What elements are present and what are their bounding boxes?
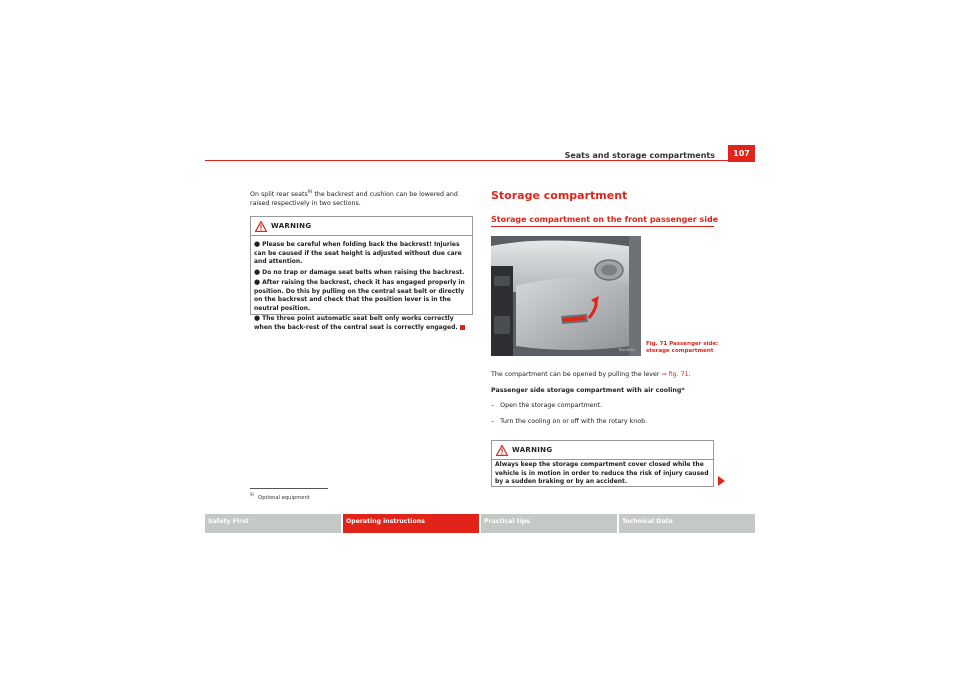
footnote-mark: 9) [250,492,255,497]
footer-tab-technical-data[interactable]: Technical Data [619,514,755,533]
warning-triangle-icon [496,445,508,456]
continue-arrow-icon [718,476,725,486]
seat-warning-box [250,216,473,331]
section-title: Storage compartment [491,189,628,202]
footer-tab-practical-tips[interactable]: Practical tips [481,514,617,533]
warning-header [492,441,713,460]
warning-item: ● The three point automatic seat belt only works correctly when the back-rest of the central seat is correctly engaged. [254,314,469,332]
footnote [250,492,310,501]
section-end-icon [460,325,465,330]
subsection-rule [491,226,714,227]
footer-tab-operating-instructions[interactable]: Operating instructions [343,514,479,533]
glovebox-illustration [491,236,641,356]
figure-code: B6J-0030 [619,348,635,352]
cooling-heading: Passenger side storage compartment with air cooling* [491,387,685,394]
intro-text-start: On split rear seats [250,191,308,199]
warning-title: WARNING [271,222,312,230]
warning-triangle-icon [255,221,267,232]
opening-paragraph: The compartment can be opened by pulling the lever ⇒ fig. 71. [491,371,691,378]
warning-item: ● After raising the backrest, check it has engaged properly in position. Do this by pulling on the central seat belt or directly on the backrest and check that the position lever is in the neutral position. [254,278,465,312]
step-dash: – [491,418,495,425]
step-item: – Turn the cooling on or off with the rotary knob. [491,418,648,425]
footer-tab-safety-first[interactable]: Safety First [205,514,341,533]
header-rule [205,160,755,161]
footnote-ref: 9) [307,190,313,195]
step-dash: – [491,402,495,409]
intro-paragraph [250,188,472,208]
intro-text-end: the backrest and cushion can be lowered and raised respectively in two sections. [250,191,458,208]
bullet-icon: ● [254,267,261,276]
subsection-title: Storage compartment on the front passenger side [491,215,719,224]
bullet-icon: ● [254,314,261,322]
step-item: – Open the storage compartment. [491,402,603,409]
figure-link[interactable]: ⇒ fig. 71 [661,371,689,378]
bullet-icon: ● [254,240,261,248]
warning-item: ● Do no trap or damage seat belts when raising the backrest. [254,267,465,276]
page-number: 107 [728,145,755,162]
footnote-text: Optional equipment [258,494,310,501]
warning-item: ● Please be careful when folding back the backrest! Injuries can be caused if the seat height is adjusted without due care and attention. [254,240,462,265]
storage-warning-box [491,440,714,487]
warning-body: Always keep the storage compartment cover closed while the vehicle is in motion in order to reduce the risk of injury caused by a sudden braking or by an accident. [495,461,709,485]
warning-header [251,217,472,236]
running-header-title: Seats and storage compartments [564,151,715,160]
figure-glovebox-photo [491,236,641,356]
figure-caption: Fig. 71 Passenger side: storage compartment [646,341,719,354]
warning-body [251,236,472,337]
bullet-icon: ● [254,278,261,286]
footnote-rule [250,488,328,489]
warning-title: WARNING [512,446,553,454]
